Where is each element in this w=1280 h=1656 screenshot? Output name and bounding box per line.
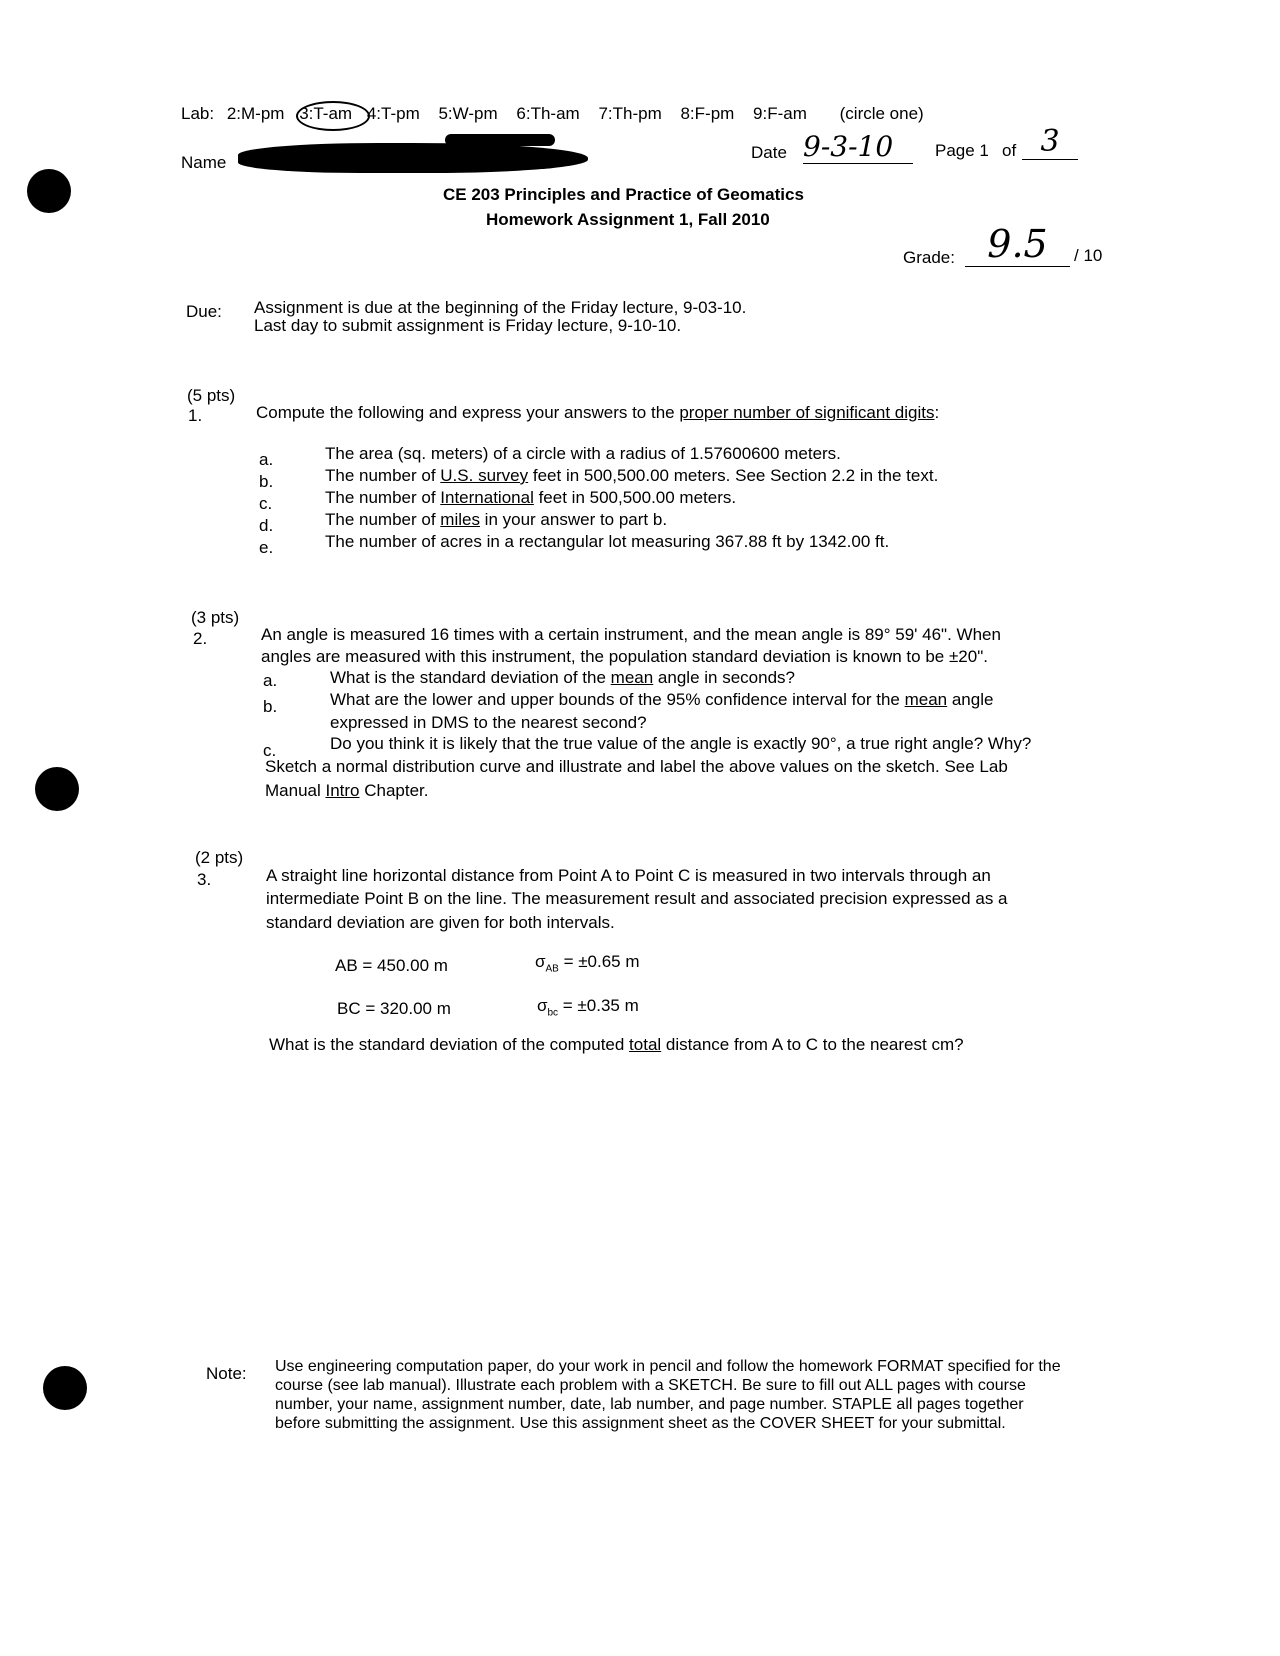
- lab-option-2: 3:T-am: [299, 104, 353, 123]
- q2-item-a: What is the standard deviation of the mean angle in seconds?: [330, 668, 795, 687]
- date-label: Date: [751, 143, 787, 162]
- lab-label: Lab:: [181, 104, 215, 123]
- note-line-2: course (see lab manual). Illustrate each problem with a SKETCH. Be sure to fill out ALL pages with course: [275, 1377, 1026, 1394]
- q3-ab-value: AB = 450.00 m: [335, 956, 448, 975]
- q3-bc-value: BC = 320.00 m: [337, 999, 451, 1018]
- q1-item-d: The number of miles in your answer to part b.: [325, 510, 668, 529]
- q1-item-c: The number of International feet in 500,500.00 meters.: [325, 488, 737, 507]
- name-label: Name: [181, 153, 227, 172]
- q1-item-letter-a: a.: [259, 450, 274, 469]
- name-redaction-fragment: [445, 134, 555, 146]
- q1-item-b: The number of U.S. survey feet in 500,500.00 meters. See Section 2.2 in the text.: [325, 466, 939, 485]
- lab-line: [181, 104, 924, 124]
- lab-option-1: 2:M-pm: [226, 104, 285, 123]
- lab-option-3: 4:T-pm: [366, 104, 420, 123]
- q2-points: (3 pts): [191, 608, 240, 627]
- q3-number: 3.: [197, 870, 212, 889]
- due-line-1: Assignment is due at the beginning of the Friday lecture, 9-03-10.: [254, 298, 747, 317]
- date-value: 9-3-10: [803, 130, 913, 164]
- due-line-2: Last day to submit assignment is Friday lecture, 9-10-10.: [254, 316, 682, 335]
- q1-prompt: Compute the following and express your answers to the proper number of significant digits:: [256, 403, 940, 422]
- q3-line-1: A straight line horizontal distance from Point A to Point C is measured in two intervals through an: [266, 866, 991, 885]
- q3-question: What is the standard deviation of the computed total distance from A to C to the nearest cm?: [269, 1035, 964, 1054]
- q1-item-e: The number of acres in a rectangular lot measuring 367.88 ft by 1342.00 ft.: [325, 532, 890, 551]
- q1-item-letter-e: e.: [259, 538, 274, 557]
- q3-sigma-ab: $\sigma_{AB} = \pm 0.65$ m: [535, 952, 640, 975]
- q1-points: (5 pts): [187, 386, 236, 405]
- q2-intro-line-2: angles are measured with this instrument, the population standard deviation is known to be ±20".: [261, 647, 988, 666]
- lab-option-6: 7:Th-pm: [598, 104, 662, 123]
- q1-item-a: The area (sq. meters) of a circle with a radius of 1.57600600 meters.: [325, 444, 841, 463]
- page-total: 3: [1022, 124, 1078, 160]
- grade-label: Grade:: [903, 248, 955, 267]
- lab-option-4: 5:W-pm: [438, 104, 498, 123]
- q2-item-letter-b: b.: [263, 697, 278, 716]
- note-line-4: before submitting the assignment. Use this assignment sheet as the COVER SHEET for your submittal.: [275, 1415, 1006, 1432]
- due-label: Due:: [186, 302, 222, 321]
- circle-one-note: (circle one): [839, 104, 924, 123]
- q3-line-3: standard deviation are given for both intervals.: [266, 913, 615, 932]
- q2-item-letter-a: a.: [263, 671, 278, 690]
- punch-hole-top: [27, 169, 71, 213]
- q1-item-letter-d: d.: [259, 516, 274, 535]
- grade-out-of: / 10: [1074, 246, 1103, 265]
- lab-option-7: 8:F-pm: [680, 104, 735, 123]
- q2-item-c: Do you think it is likely that the true value of the angle is exactly 90°, a true right angle? Why?: [330, 734, 1032, 753]
- page-label: Page 1: [935, 141, 989, 160]
- course-title: CE 203 Principles and Practice of Geomatics: [443, 185, 804, 204]
- q2-sketch-line-2: Manual Intro Chapter.: [265, 781, 429, 800]
- q3-sigma-bc: $\sigma_{bc} = \pm 0.35$ m: [537, 996, 639, 1019]
- q2-item-b: What are the lower and upper bounds of the 95% confidence interval for the mean angle: [330, 690, 994, 709]
- q2-number: 2.: [193, 629, 208, 648]
- note-line-1: Use engineering computation paper, do your work in pencil and follow the homework FORMAT specified for the: [275, 1358, 1061, 1375]
- q1-number: 1.: [188, 406, 203, 425]
- q2-intro-line-1: An angle is measured 16 times with a certain instrument, and the mean angle is 89° 59' 46". When: [261, 625, 1001, 644]
- name-redaction: [238, 143, 588, 173]
- q2-item-b-line-2: expressed in DMS to the nearest second?: [330, 713, 647, 732]
- q1-item-letter-c: c.: [259, 494, 273, 513]
- note-line-3: number, your name, assignment number, date, lab number, and page number. STAPLE all pages together: [275, 1396, 1024, 1413]
- assignment-title: Homework Assignment 1, Fall 2010: [486, 210, 770, 229]
- lab-option-5: 6:Th-am: [516, 104, 580, 123]
- q1-item-letter-b: b.: [259, 472, 274, 491]
- lab-selection-circle: [296, 101, 370, 131]
- q2-item-letter-c: c.: [263, 741, 277, 760]
- q2-sketch-line-1: Sketch a normal distribution curve and illustrate and label the above values on the sketch. See Lab: [265, 757, 1008, 776]
- punch-hole-middle: [35, 767, 79, 811]
- lab-option-8: 9:F-am: [753, 104, 807, 123]
- of-label: of: [1002, 141, 1017, 160]
- q3-points: (2 pts): [195, 848, 244, 867]
- grade-value: 9.5: [965, 222, 1070, 267]
- punch-hole-bottom: [43, 1366, 87, 1410]
- note-label: Note:: [206, 1364, 247, 1383]
- q3-line-2: intermediate Point B on the line. The measurement result and associated precision expressed as a: [266, 889, 1008, 908]
